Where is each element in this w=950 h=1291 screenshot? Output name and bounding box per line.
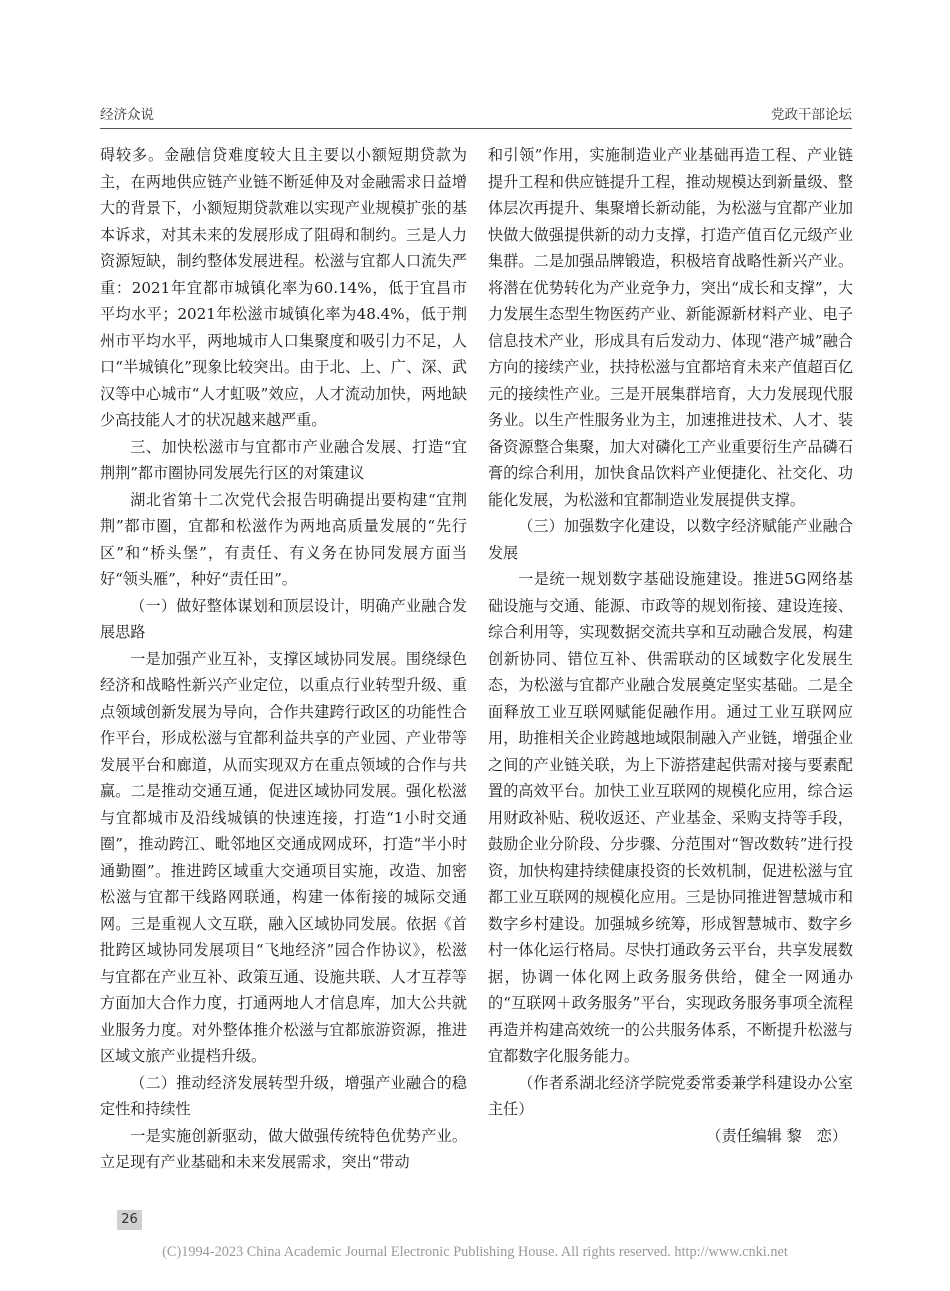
journal-name: 党政干部论坛 bbox=[771, 107, 852, 123]
paragraph: 湖北省第十二次党代会报告明确提出要构建“宜荆荆”都市圈，宜都和松滋作为两地高质量发展的“先行区”和“桥头堡”，有责任、有义务在协同发展方面当好“领头雁”，种好“责任田”。 bbox=[100, 490, 467, 588]
author-note: （作者系湖北经济学院党委常委兼学科建设办公室主任） bbox=[488, 1073, 853, 1118]
paragraph-continued: 碍较多。金融信贷难度较大且主要以小额短期贷款为主，在两地供应链产业链不断延伸及对金融需求日益增大的背景下，小额短期贷款难以实现产业规模扩张的基本诉求，对其未来的发展形成了阻碍和制约。三是人力资源短缺，制约整体发展进程。松滋与宜都人口流失严重：2021年宜都市城镇化率为60.14%，低于宜昌市平均水平；2021年松滋市城镇化率为48.4%，低于荆州市平均水平，两地城市人口集聚度和吸引力不足，人口“半城镇化”现象比较突出。由于北、上、广、深、武汉等中心城市“人才虹吸”效应，人才流动加快，两地缺少高技能人才的状况越来越严重。 bbox=[100, 146, 467, 429]
section-heading-3: 三、加快松滋市与宜都市产业融合发展、打造“宜荆荆”都市圈协同发展先行区的对策建议 bbox=[100, 437, 467, 482]
subheading-3: （三）加强数字化建设，以数字经济赋能产业融合发展 bbox=[488, 517, 853, 562]
paragraph-continued: 和引领”作用，实施制造业产业基础再造工程、产业链提升工程和供应链提升工程，推动规模达到新量级、整体层次再提升、集聚增长新动能，为松滋与宜都产业加快做大做强提供新的动力支撑，打造产值百亿元级产业集群。二是加强品牌锻造，积极培育战略性新兴产业。将潜在优势转化为产业竞争力，突出“成长和支撑”，大力发展生态型生物医药产业、新能源新材料产业、电子信息技术产业，形成具有后发动力、体现“港产城”融合方向的接续产业，扶持松滋与宜都培育未来产值超百亿元的接续性产业。三是开展集群培育，大力发展现代服务业。以生产性服务业为主，加速推进技术、人才、装备资源整合集聚，加大对磷化工产业重要衍生产品磷石膏的综合利用，加快食品饮料产业便捷化、社交化、功能化发展，为松滋和宜都制造业发展提供支撑。 bbox=[488, 146, 853, 509]
subheading-1: （一）做好整体谋划和顶层设计，明确产业融合发展思路 bbox=[100, 596, 467, 641]
paragraph: 一是实施创新驱动，做大做强传统特色优势产业。立足现有产业基础和未来发展需求，突出“带动 bbox=[100, 1126, 467, 1171]
column-name: 经济众说 bbox=[100, 107, 154, 123]
editor-credit: （责任编辑 黎 恋） bbox=[706, 1126, 847, 1145]
right-column bbox=[488, 142, 853, 1149]
paragraph: 一是统一规划数字基础设施建设。推进5G网络基础设施与交通、能源、市政等的规划衔接、建设连接、综合利用等，实现数据交流共享和互动融合发展，构建创新协同、错位互补、供需联动的区域数字化发展生态，为松滋与宜都产业融合发展奠定坚实基础。二是全面释放工业互联网赋能促融作用。通过工业互联网应用，助推相关企业跨越地域限制融入产业链，增强企业之间的产业链关联，为上下游搭建起供需对接与要素配置的高效平台。加快工业互联网的规模化应用，综合运用财政补贴、税收返还、产业基金、采购支持等手段，鼓励企业分阶段、分步骤、分范围对“智改数转”进行投资，加快构建持续健康投资的长效机制，促进松滋与宜都工业互联网的规模化应用。三是协同推进智慧城市和数字乡村建设。加强城乡统筹，形成智慧城市、数字乡村一体化运行格局。尽快打通政务云平台，共享发展数据，协调一体化网上政务服务供给，健全一网通办的“互联网＋政务服务”平台，实现政务服务事项全流程再造并构建高效统一的公共服务体系，不断提升松滋与宜都数字化服务能力。 bbox=[488, 570, 853, 1065]
running-header bbox=[100, 103, 852, 125]
paragraph: 一是加强产业互补，支撑区域协同发展。围绕绿色经济和战略性新兴产业定位，以重点行业转型升级、重点领域创新发展为导向，合作共建跨行政区的功能性合作平台，形成松滋与宜都利益共享的产业园、产业带等发展平台和廊道，从而实现双方在重点领域的合作与共赢。二是推动交通互通，促进区域协同发展。强化松滋与宜都城市及沿线城镇的快速连接，打造“1小时交通圈”，推动跨江、毗邻地区交通成网成环，打造“半小时通勤圈”。推进跨区域重大交通项目实施，改造、加密松滋与宜都干线路网联通，构建一体衔接的城际交通网。三是重视人文互联，融入区域协同发展。依据《首批跨区域协同发展项目“飞地经济”园合作协议》，松滋与宜都在产业互补、政策互通、设施共联、人才互荐等方面加大合作力度，打通两地人才信息库，加大公共就业服务力度。对外整体推介松滋与宜都旅游资源，推进区域文旅产业提档升级。 bbox=[100, 649, 467, 1065]
left-column bbox=[100, 142, 467, 1176]
page-number: 26 bbox=[117, 1210, 142, 1230]
header-divider bbox=[100, 128, 852, 129]
copyright-footer: (C)1994-2023 China Academic Journal Electronic Publishing House. All rights reserved. http://www.cnki.net bbox=[162, 1244, 788, 1260]
subheading-2: （二）推动经济发展转型升级，增强产业融合的稳定性和持续性 bbox=[100, 1073, 467, 1118]
